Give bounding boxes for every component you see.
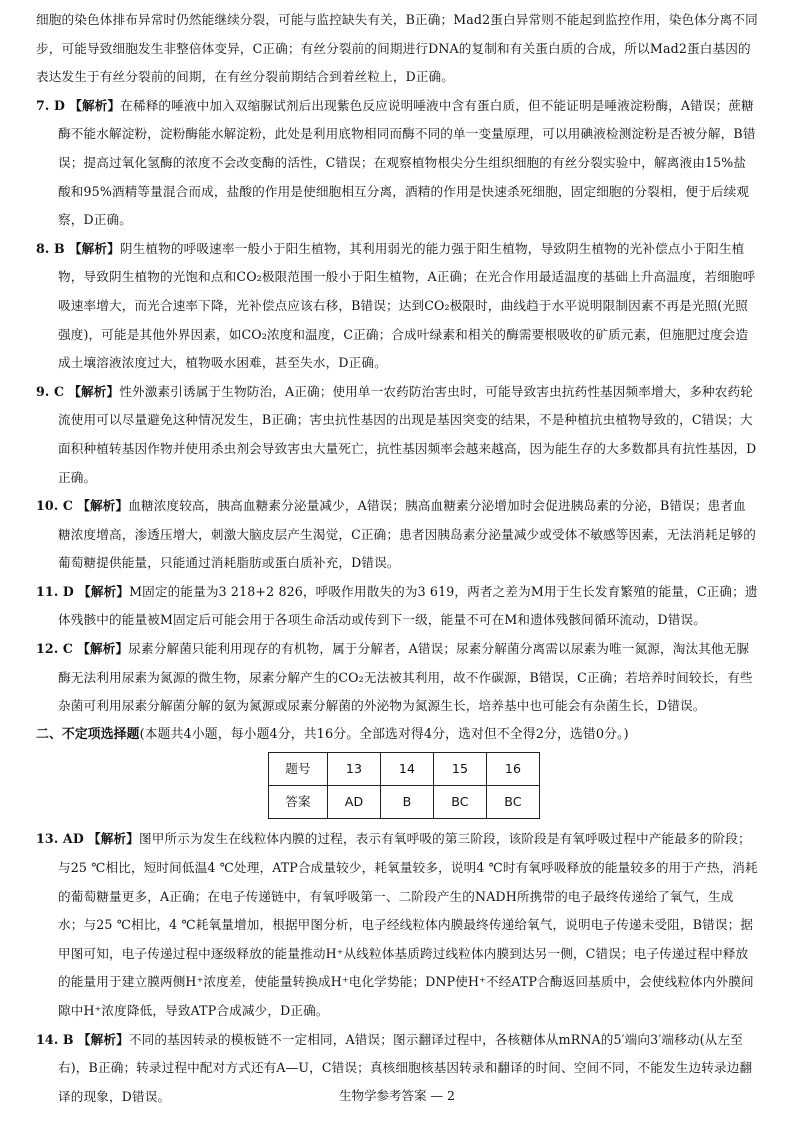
answer-key-table <box>268 752 540 819</box>
analysis-text: 在稀释的唾液中加入双缩脲试剂后出现紫色反应说明唾液中含有蛋白质，但不能证明是唾液淀粉酶，A错误；蔗糖酶不能水解淀粉，淀粉酶能水解淀粉，此处是利用底物相同而酶不同的单一变量原理，可以用碘液检测淀粉是否被分解，B错误；提高过氧化氢酶的浓度不会改变酶的活性，C错误；在观察植物根尖分生组织细胞的有丝分裂实验中，解离液由15%盐酸和95%酒精等量混合而成，盐酸的作用是使细胞相互分离，酒精的作用是快速杀死细胞，固定细胞的分裂相，便于后续观察，D正确。 <box>58 97 756 228</box>
table-cell: B <box>381 786 434 819</box>
answer-number: 11. D <box>36 583 74 599</box>
answers-part-1 <box>36 92 758 721</box>
analysis-tag: 【解析】 <box>69 97 121 113</box>
analysis-tag: 【解析】 <box>78 583 130 599</box>
analysis-text: 尿素分解菌只能利用现存的有机物，属于分解者，A错误；尿素分解菌分离需以尿素为唯一氮源，淘汰其他无脲酶无法利用尿素为氮源的微生物，尿素分解产生的CO₂无法被其利用，故不作碳源，B错误，C正确；若培养时间较长，有些杂菌可利用尿素分解菌分解的氨为氮源或尿素分解菌的外泌物为氮源生长，培养基中也可能会有杂菌生长，D错误。 <box>58 641 753 714</box>
answer-number: 12. C <box>36 641 74 657</box>
table-cell: 13 <box>328 753 381 786</box>
analysis-tag: 【解析】 <box>68 240 120 256</box>
page-content <box>36 6 758 1111</box>
continued-explanation: 细胞的染色体排布异常时仍然能继续分裂，可能与监控缺失有关，B正确；Mad2蛋白异常则不能起到监控作用，染色体分离不同步，可能导致细胞发生非整倍体变异，C正确；有丝分裂前的间期进行DNA的复制和有关蛋白质的合成，所以Mad2蛋白基因的表达发生于有丝分裂前的间期，在有丝分裂前期结合到着丝粒上，D正确。 <box>36 12 758 85</box>
table-header-cell: 答案 <box>269 786 328 819</box>
answer-number: 8. B <box>36 240 65 256</box>
answer-number: 10. C <box>36 498 74 514</box>
table-cell: BC <box>487 786 540 819</box>
analysis-tag: 【解析】 <box>77 641 129 657</box>
section-subtitle: (本题共4小题，每小题4分，共16分。全部选对得4分，选对但不全得2分，选错0分。) <box>139 726 629 742</box>
analysis-text: 阴生植物的呼吸速率一般小于阳生植物，其利用弱光的能力强于阳生植物，导致阴生植物的光补偿点小于阳生植物，导致阴生植物的光饱和点和CO₂极限范围一般小于阳生植物，A正确；在光合作用最适温度的基础上升高温度，若细胞呼吸速率增大，而光合速率下降，光补偿点应该右移，B错误；达到CO₂极限时，曲线趋于水平说明限制因素不再是光照(光照强度)，可能是其他外界因素，如CO₂浓度和温度，C正确；合成叶绿素和相关的酶需要根吸收的矿质元素，但施肥过度会造成土壤溶液浓度过大，植物吸水困难，甚至失水，D正确。 <box>58 240 756 371</box>
answer-item-7 <box>36 92 758 235</box>
answers-part-2 <box>36 825 758 1111</box>
answer-number: 14. B <box>36 1031 74 1047</box>
analysis-text: M固定的能量为3 218+2 826，呼吸作用散失的为3 619，两者之差为M用于生长发育繁殖的能量，C正确；遗体残骸中的能量被M固定后可能会用于各项生命活动或传到下一级，能量不可在M和遗体残骸间循环流动，D错误。 <box>58 583 758 628</box>
answer-item-13 <box>36 825 758 1025</box>
table-cell: 15 <box>434 753 487 786</box>
answer-item-11 <box>36 578 758 635</box>
section-heading <box>36 721 758 750</box>
table-row-numbers <box>269 753 540 786</box>
table-cell: BC <box>434 786 487 819</box>
analysis-text: 不同的基因转录的模板链不一定相同，A错误；图示翻译过程中，各核糖体从mRNA的5′端向3′端移动(从左至右)，B正确；转录过程中配对方式还有A—U，C错误；真核细胞核基因转录和翻译的时间、空间不同，不能发生边转录边翻译的现象，D错误。 <box>58 1031 753 1104</box>
analysis-text: 血糖浓度较高，胰高血糖素分泌量减少，A错误；胰高血糖素分泌增加时会促进胰岛素的分泌，B错误；患者血糖浓度增高，渗透压增大，刺激大脑皮层产生渴觉，C正确；患者因胰岛素分泌量减少或受体不敏感等因素，无法消耗足够的葡萄糖提供能量，只能通过消耗脂肪或蛋白质补充，D错误。 <box>58 498 756 571</box>
analysis-tag: 【解析】 <box>68 383 120 399</box>
answer-number: 13. AD <box>36 831 84 847</box>
answer-number: 9. C <box>36 383 65 399</box>
analysis-text: 图甲所示为发生在线粒体内膜的过程，表示有氧呼吸的第三阶段，该阶段是有氧呼吸过程中产能最多的阶段；与25 ℃相比，短时间低温4 ℃处理，ATP合成量较少，耗氧量较多，说明4 ℃时有氧呼吸释放的能量较多的用于产热，消耗的葡萄糖量更多，A正确；在电子传递链中，有氧呼吸第一、二阶段产生的NADH所携带的电子最终传递给了氧气，生成水；与25 ℃相比，4 ℃耗氧量增加，根据甲图分析，电子经线粒体内膜最终传递给氧气，说明电子传递未受阻，B错误；据甲图可知，电子传递过程中逐级释放的能量推动H⁺从线粒体基质跨过线粒体内膜到达另一侧，C错误；电子传递过程中释放的能量用于建立膜两侧H⁺浓度差，使能量转换成H⁺电化学势能；DNP使H⁺不经ATP合酶返回基质中，会使线粒体内外膜间隙中H⁺浓度降低，导致ATP合成减少，D正确。 <box>58 831 758 1018</box>
analysis-text: 性外激素引诱属于生物防治，A正确；使用单一农药防治害虫时，可能导致害虫抗药性基因频率增大，多种农药轮流使用可以尽量避免这种情况发生，B正确；害虫抗性基因的出现是基因突变的结果，不是种植抗虫植物导致的，C错误；大面积种植转基因作物并使用杀虫剂会导致害虫大量死亡，抗性基因频率会越来越高，因为能生存的大多数都具有抗性基因，D正确。 <box>58 383 757 485</box>
answer-item-12 <box>36 635 758 721</box>
analysis-tag: 【解析】 <box>77 1031 129 1047</box>
answer-number: 7. D <box>36 97 66 113</box>
analysis-tag: 【解析】 <box>88 831 140 847</box>
table-row-answers <box>269 786 540 819</box>
table-header-cell: 题号 <box>269 753 328 786</box>
section-title: 二、不定项选择题 <box>36 726 140 742</box>
answer-item-10 <box>36 492 758 578</box>
analysis-tag: 【解析】 <box>77 498 129 514</box>
answer-item-9 <box>36 378 758 492</box>
table-cell: 16 <box>487 753 540 786</box>
answer-item-8 <box>36 235 758 378</box>
table-cell: AD <box>328 786 381 819</box>
table-cell: 14 <box>381 753 434 786</box>
page-footer: 生物学参考答案 — 2 <box>339 1088 455 1103</box>
